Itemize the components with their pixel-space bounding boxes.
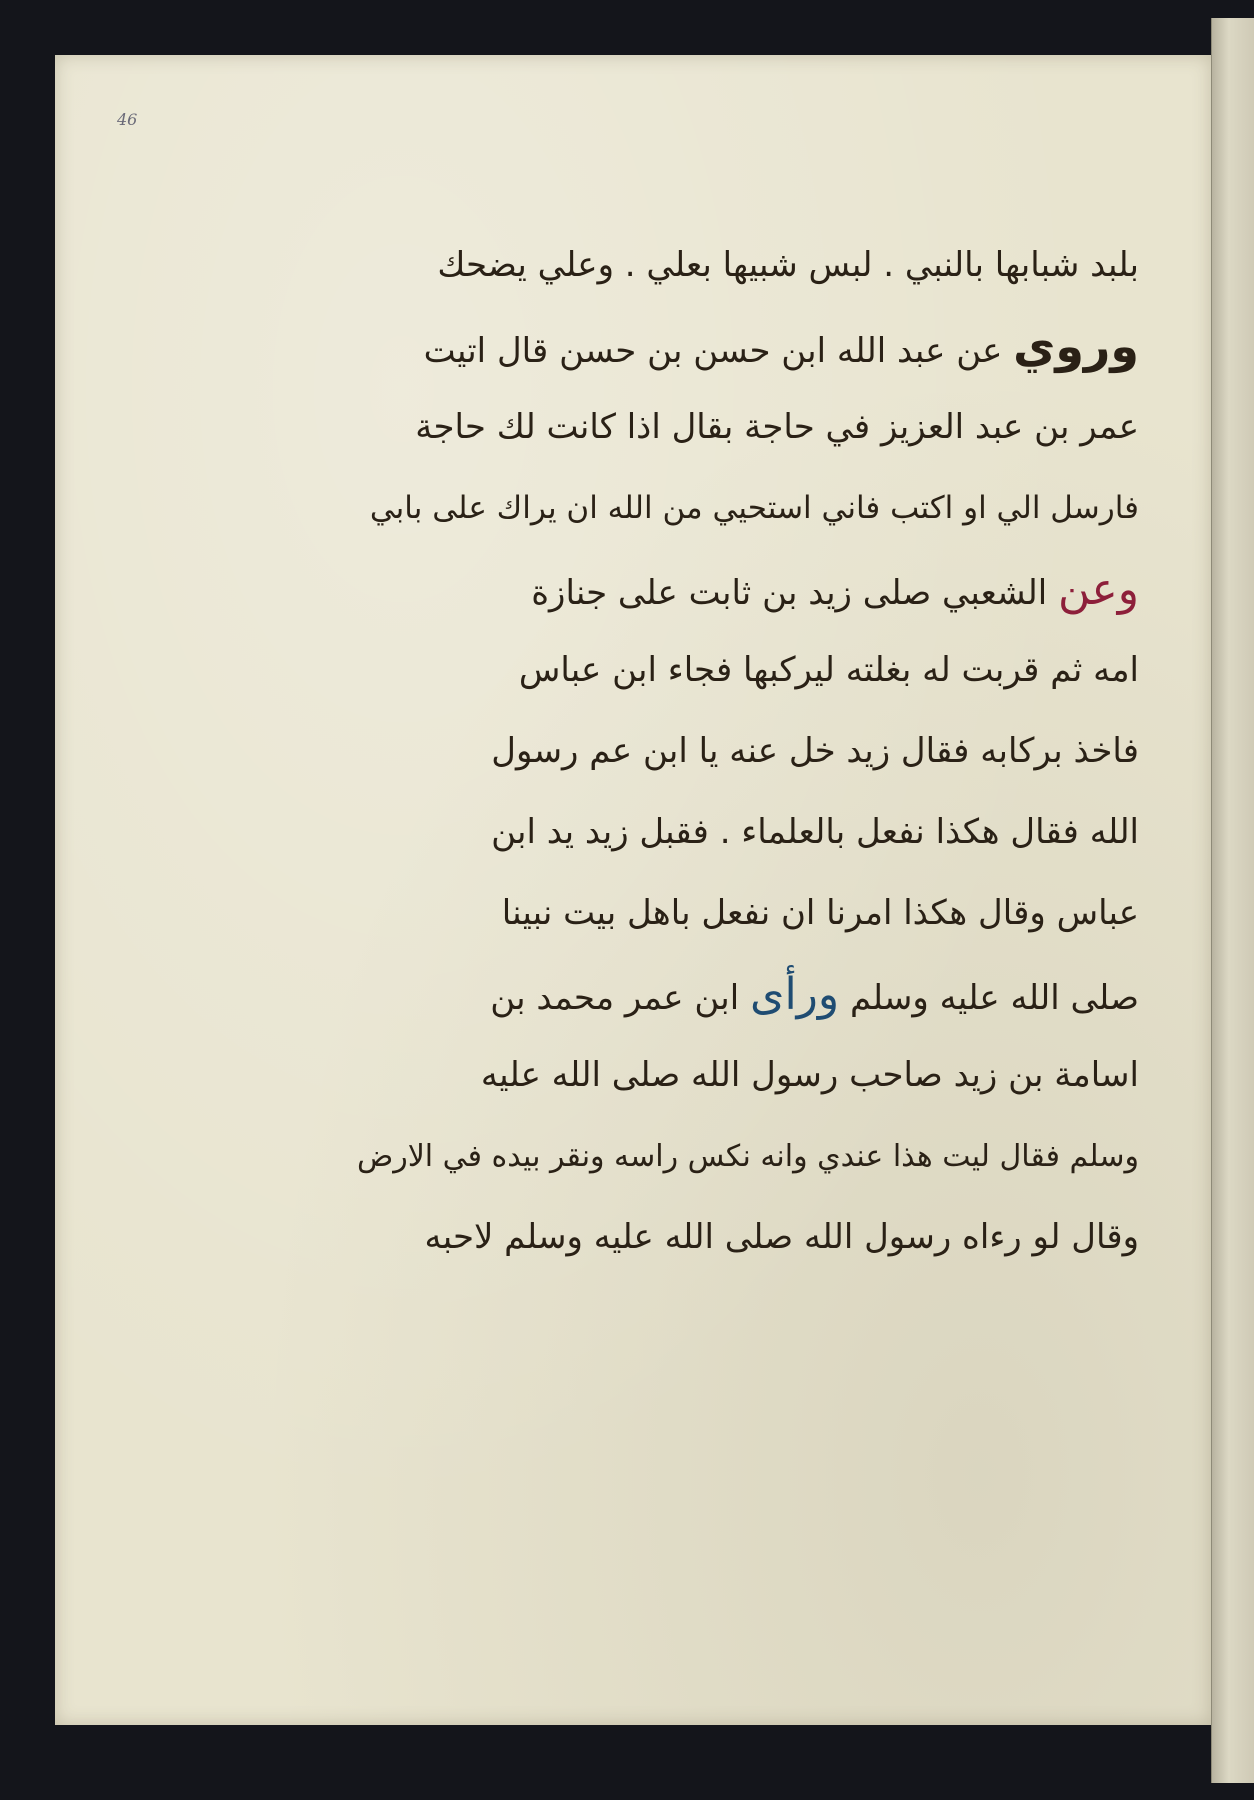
text-block <box>356 225 1139 1278</box>
line-text: فاخذ بركابه فقال زيد خل عنه يا ابن عم رسول <box>491 731 1139 771</box>
line-text: عمر بن عبد العزيز في حاجة بقال اذا كانت لك حاجة <box>415 407 1139 447</box>
line-text: عباس وقال هكذا امرنا ان نفعل باهل بيت نبينا <box>501 893 1139 933</box>
line-text: عن عبد الله ابن حسن بن حسن قال اتيت <box>423 331 1003 371</box>
rubric-word: وروي <box>1013 319 1139 373</box>
text-line-7 <box>359 711 1139 792</box>
line-text: الشعبي صلى زيد بن ثابت على جنازة <box>531 573 1048 613</box>
line-text: اسامة بن زيد صاحب رسول الله صلى الله عليه <box>480 1055 1139 1095</box>
text-line-5 <box>359 549 1139 630</box>
line-text-after: ابن عمر محمد بن <box>490 978 740 1018</box>
text-line-3 <box>359 387 1139 468</box>
text-line-10 <box>359 954 1139 1035</box>
line-text: وسلم فقال ليت هذا عندي وانه نكس راسه ونقر بيده في الارض <box>356 1139 1139 1174</box>
line-text: فارسل الي او اكتب فاني استحيي من الله ان يراك على بابي <box>369 490 1139 526</box>
manuscript-page <box>55 55 1211 1725</box>
text-line-13 <box>359 1197 1139 1278</box>
line-text: صلى الله عليه وسلم <box>850 978 1139 1018</box>
text-line-4 <box>359 468 1139 549</box>
rubric-word-blue: ورأى <box>750 969 840 1020</box>
line-text: امه ثم قربت له بغلته ليركبها فجاء ابن عباس <box>518 650 1139 690</box>
text-line-12 <box>356 1116 1139 1197</box>
text-line-11 <box>359 1035 1139 1116</box>
text-line-9 <box>359 873 1139 954</box>
line-text: وقال لو رءاه رسول الله صلى الله عليه وسلم لاحبه <box>424 1217 1139 1257</box>
folio-number: 46 <box>117 110 138 129</box>
line-text: بلبد شبابها بالنبي . لبس شبيها بعلي . وعلي يضحك <box>437 245 1139 285</box>
text-line-6 <box>359 630 1139 711</box>
line-text: الله فقال هكذا نفعل بالعلماء . فقبل زيد يد ابن <box>491 812 1139 852</box>
rubric-word-red: وعن <box>1058 564 1139 615</box>
text-line-8 <box>359 792 1139 873</box>
text-line-1 <box>359 225 1139 306</box>
text-line-2 <box>359 306 1139 387</box>
next-page-edge <box>1211 18 1254 1783</box>
